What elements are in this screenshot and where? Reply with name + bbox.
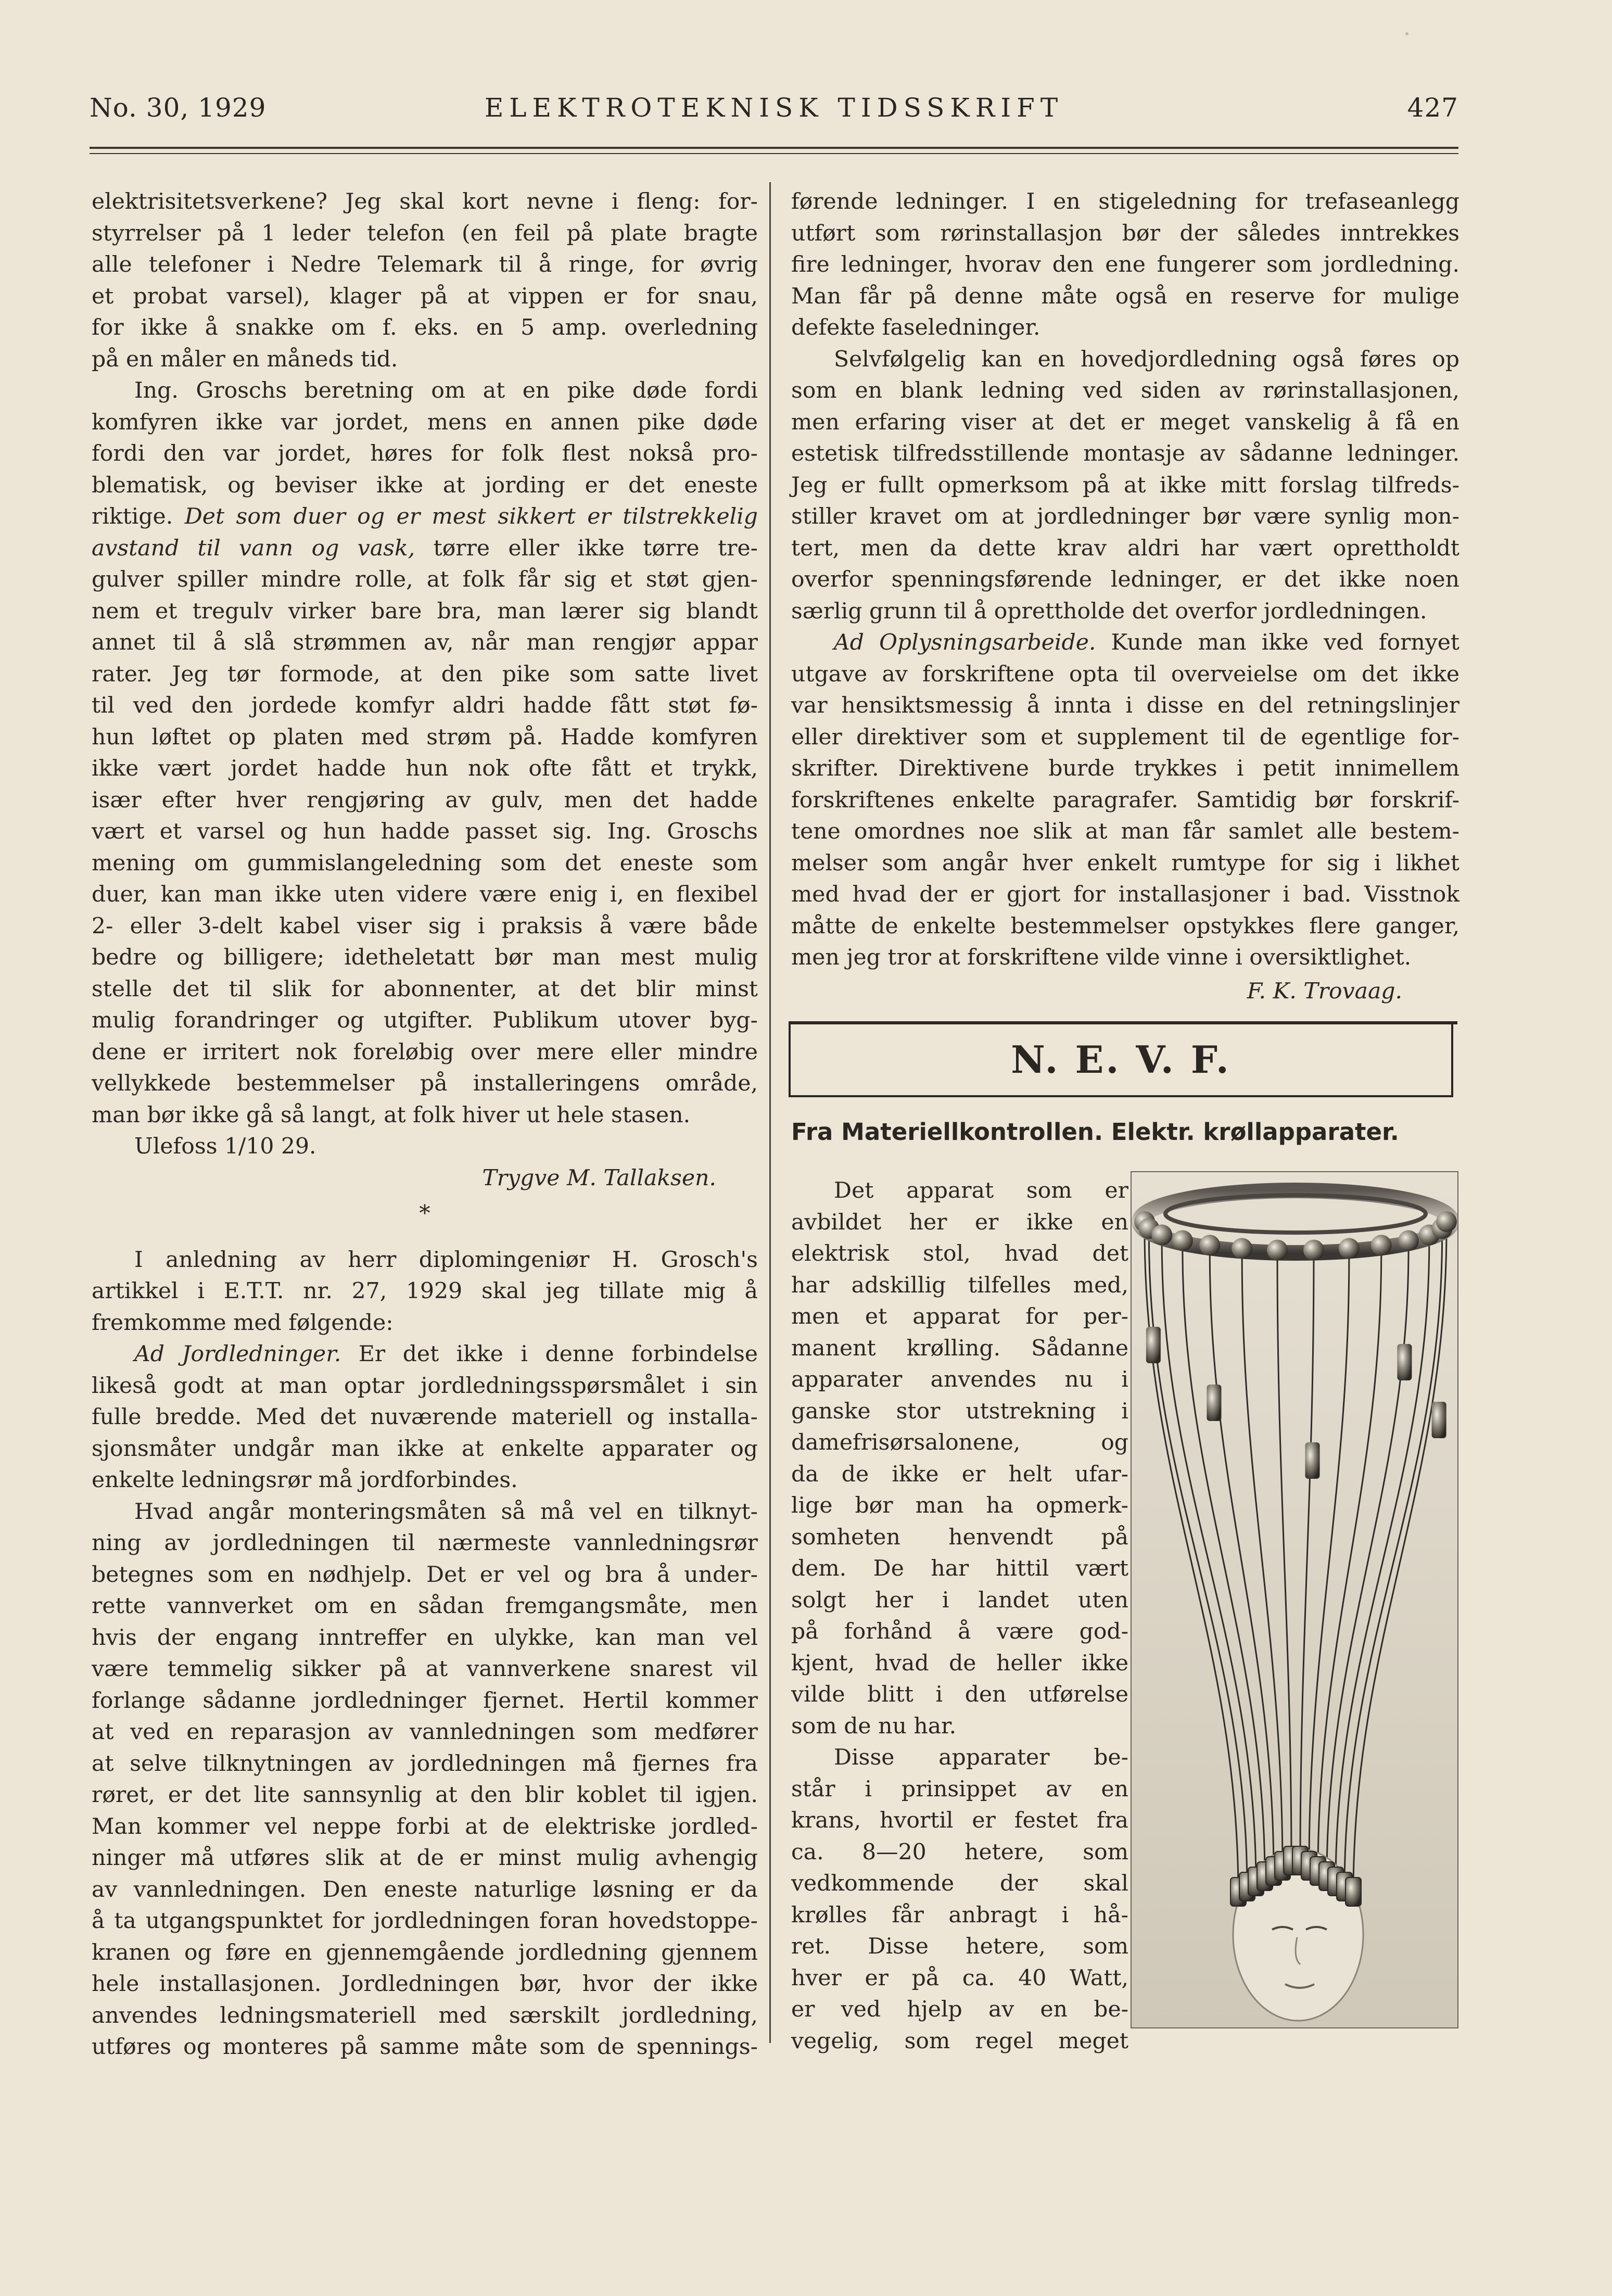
text-line: nem et tregulv virker bare bra, man lærer sig blandt (92, 598, 758, 624)
text-line: alle telefoner i Nedre Telemark til å ringe, for øvrig (92, 252, 758, 277)
text-line: vellykkede bestemmelser på installeringens område, (92, 1071, 758, 1096)
text-line: avbildet her er ikke en (791, 1209, 1128, 1235)
text-line: krølles får anbragt i hå- (791, 1902, 1128, 1928)
text-line: I anledning av herr diplomingeniør H. Grosch's (134, 1247, 758, 1273)
text-line: på en måler en måneds tid. (92, 346, 398, 372)
text-line: tert, men da dette krav aldri har vært oprettholdt (791, 535, 1459, 561)
text-line: være temmelig sikker på at vannverkene snarest vil (92, 1656, 758, 1682)
italic-heading: Ad Oplysningsarbeide. (834, 630, 1096, 655)
text-line: Hvad angår monteringsmåten så må vel en tilknyt- (134, 1499, 758, 1525)
text-line: styrrelser på 1 leder telefon (en feil på plate bragte (92, 220, 758, 246)
hanging-heater (1146, 1327, 1161, 1363)
text-line: Man kommer vel neppe forbi at de elektriske jordled- (92, 1813, 758, 1840)
text-line: førende ledninger. I en stigeledning for trefaseanlegg (791, 189, 1459, 214)
text-run: Er det ikke i denne forbindelse (341, 1341, 758, 1367)
crown-curler (1151, 1225, 1172, 1246)
text-line: på forhånd å være god- (791, 1619, 1128, 1644)
text-line: man bør ikke gå så langt, at folk hiver ut hele stasen. (92, 1102, 691, 1128)
text-line: enkelte ledningsrør må jordforbindes. (92, 1467, 518, 1493)
paragraph-lines (92, 375, 758, 501)
text-line: er ved hjelp av en be- (791, 1997, 1128, 2022)
text-line: stiller kravet om at jordledninger bør være synlig mon- (791, 504, 1459, 529)
nevf-heading: N. E. V. F. (1011, 1037, 1231, 1082)
hanging-heater (1432, 1402, 1446, 1438)
text-line: skrifter. Direktivene burde trykkes i petit innimellem (791, 756, 1459, 781)
text-line: anvendes ledningsmateriell med særskilt jordledning, (92, 2002, 758, 2028)
text-line: Det apparat som er (834, 1178, 1128, 1203)
text-line: for ikke å snakke om f. eks. en 5 amp. overledning (92, 315, 758, 340)
nevf-box (789, 1021, 1453, 1097)
hanging-heater (1397, 1344, 1412, 1380)
text-line: annet til å slå strømmen av, når man rengjør appar (92, 630, 758, 655)
letter-paragraph-4 (92, 1371, 758, 1496)
text-line: melser som angår hver enkelt rumtype for sig i likhet (791, 850, 1459, 876)
letter-paragraph-2 (92, 375, 758, 1131)
italic-heading: Ad Jordledninger. (134, 1341, 341, 1367)
text-line: ning av jordledningen til nærmeste vannledningsrør (92, 1530, 758, 1556)
text-line: 2- eller 3-delt kabel viser sig i praksis å være både (92, 913, 758, 939)
text-line: dene er irritert nok foreløbig over mere eller mindre (92, 1039, 758, 1065)
text-line: røret, er det lite sannsynlig at den blir koblet til igjen. (92, 1782, 758, 1808)
text-line: estetisk tilfredsstillende montasje av sådanne ledninger. (791, 441, 1459, 466)
text-line: å ta utgangspunktet for jordledningen foran hovedstoppe- (92, 1908, 758, 1934)
text-line: Jeg er fullt opmerksom på at ikke mitt forslag tilfreds- (791, 472, 1459, 498)
text-run: tørre eller ikke tørre tre- (415, 535, 758, 561)
text-line: står i prinsippet av en (791, 1776, 1128, 1802)
header-rule-thin (90, 153, 1458, 154)
text-line: ganske stor utstrekning i (791, 1398, 1128, 1424)
text-line: forlange sådanne jordledninger fjernet. Hertil kommer (92, 1688, 758, 1714)
crown-curler (1339, 1238, 1360, 1259)
letter-paragraph-7 (791, 344, 1459, 628)
text-line: som en blank ledning ved siden av rørinstallasjonen, (791, 378, 1459, 403)
crown-curler (1436, 1211, 1457, 1232)
text-line: damefrisørsalonene, og (791, 1430, 1128, 1455)
text-line: vært et varsel og hun hadde passet sig. Ing. Groschs (92, 819, 758, 844)
text-line: forskriftenes enkelte paragrafer. Samtidig bør forskrif- (791, 787, 1459, 813)
text-line: da de ikke er helt ufar- (791, 1461, 1128, 1487)
hanging-heater (1207, 1385, 1221, 1421)
text-line: vedkommende der skal (791, 1871, 1128, 1896)
text-line: hun løftet op platen med strøm på. Hadde komfyren (92, 724, 758, 750)
text-line: men erfaring viser at det er meget vanskelig å få en (791, 409, 1459, 435)
text-line: at ved en reparasjon av vannledningen som medfører (92, 1719, 758, 1745)
text-line: sjonsmåter undgår man ikke at enkelte apparater og (92, 1436, 758, 1462)
text-line: solgt her i landet uten (791, 1587, 1128, 1613)
paragraph-lines (92, 564, 758, 1131)
text-line: hvis der engang inntreffer en ulykke, kan man vel (92, 1625, 758, 1651)
text-line: likeså godt at man optar jordledningsspørsmålet i sin (92, 1373, 758, 1399)
text-line: dem. De har hittil vært (791, 1556, 1128, 1581)
text-line: måtte de enkelte bestemmelser opstykkes flere ganger, (791, 913, 1459, 939)
section-title: Fra Materiellkontrollen. Elektr. krøllapparater. (791, 1118, 1399, 1146)
letter-paragraph-3 (92, 1245, 758, 1339)
text-line: manent krølling. Sådanne (791, 1335, 1128, 1361)
heading-line-oplysningsarbeide (791, 627, 1459, 659)
text-line: defekte faseledninger. (791, 315, 1040, 340)
text-line: vilde blitt i den utførelse (791, 1682, 1128, 1707)
text-line: utføres og monteres på samme måte som de spennings- (92, 2034, 758, 2060)
text-line: at selve tilknytningen av jordledningen må fjernes fra (92, 1750, 758, 1777)
text-line: men jeg tror at forskriftene vilde vinne i oversiktlighet. (791, 945, 1412, 970)
subsection-column (791, 1175, 1128, 2057)
letter-paragraph-1 (92, 186, 758, 375)
column-separator (769, 182, 771, 2043)
text-line: kjent, hvad de heller ikke (791, 1650, 1128, 1676)
text-line: fordi den var jordet, høres for folk flest nokså pro- (92, 441, 758, 466)
text-line: rater. Jeg tør formode, at den pike som satte livet (92, 661, 758, 687)
text-line: somheten henvendt på (791, 1524, 1128, 1550)
signature-tallaksen: Trygve M. Tallaksen. (482, 1165, 716, 1191)
text-line: fire ledninger, hvorav den ene fungerer som jordledning. (791, 252, 1459, 277)
text-line: ca. 8—20 hetere, som (791, 1839, 1128, 1865)
mixed-line-1 (92, 501, 758, 533)
text-line: apparater anvendes nu i (791, 1367, 1128, 1392)
text-line: mening om gummislangeledning som det eneste som (92, 850, 758, 876)
text-line: utført som rørinstallasjon bør der således inntrekkes (791, 220, 1459, 246)
crown-curler (1371, 1235, 1392, 1255)
section-asterisk: * (419, 1201, 430, 1226)
page-number: 427 (1407, 93, 1458, 123)
mixed-line-2 (92, 533, 758, 565)
text-line: krans, hvortil er festet fra (791, 1808, 1128, 1833)
left-column (92, 186, 758, 2063)
text-line: Ing. Groschs beretning om at en pike døde fordi (134, 378, 758, 403)
text-line: av vannledningen. Den eneste naturlige løsning er da (92, 1876, 758, 1902)
crown-curler (1303, 1240, 1324, 1261)
text-line: har adskillig tilfelles med, (791, 1272, 1128, 1298)
text-line: men et apparat for per- (791, 1304, 1128, 1329)
text-line: Man får på denne måte også en reserve for mulige (791, 283, 1459, 309)
text-line: et probat varsel), klager på at vippen er for snau, (92, 283, 758, 309)
text-line: artikkel i E.T.T. nr. 27, 1929 skal jeg tillate mig å (92, 1278, 758, 1304)
letter-paragraph-5 (92, 1496, 758, 2063)
crown-curler (1199, 1235, 1220, 1255)
text-line: vegelig, som regel meget (791, 2028, 1128, 2054)
italic-run: avstand til vann og vask, (92, 535, 415, 561)
text-line: elektrisk stol, hvad det (791, 1241, 1128, 1266)
heading-line-jordledninger (92, 1339, 758, 1371)
letter-paragraph-8 (791, 659, 1459, 974)
text-line: bedre og billigere; idetheletatt bør man mest mulig (92, 945, 758, 970)
text-run: riktige. (92, 504, 185, 529)
text-line: ret. Disse hetere, som (791, 1934, 1128, 1959)
perm-apparatus-photo (1131, 1171, 1458, 2028)
text-line: elektrisitetsverkene? Jeg skal kort nevne i fleng: for- (92, 189, 758, 214)
scan-speck (1405, 32, 1408, 35)
text-line: overfor spenningsførende ledninger, er det ikke noen (791, 567, 1459, 592)
crown-curler (1172, 1230, 1193, 1251)
text-line: ninger må utføres slik at de er minst mulig avhengig (92, 1845, 758, 1871)
text-line: lige bør man ha opmerk- (791, 1493, 1128, 1518)
text-line: særlig grunn til å oprettholde det overfor jordledningen. (791, 598, 1427, 624)
right-column (791, 186, 1459, 1007)
text-line: gulver spiller mindre rolle, at folk får sig et støt gjen- (92, 567, 758, 592)
text-line: Selvfølgelig kan en hovedjordledning også føres op (834, 346, 1459, 372)
dateline: Ulefoss 1/10 29. (134, 1134, 316, 1159)
text-line: som de nu har. (791, 1713, 957, 1739)
issue-number: No. 30, 1929 (90, 93, 266, 123)
head-curler (1346, 1878, 1361, 1906)
letter-paragraph-6 (791, 186, 1459, 344)
signature-trovaag: F. K. Trovaag. (1247, 978, 1402, 1004)
text-line: stelle det til slik for abonnenter, at det blir minst (92, 976, 758, 1002)
text-line: kranen og føre en gjennemgående jordledning gjennem (92, 1939, 758, 1965)
text-line: hver er på ca. 40 Watt, (791, 1965, 1128, 1991)
text-line: især efter hver rengjøring av gulv, men det hadde (92, 787, 758, 813)
text-line: komfyren ikke var jordet, mens en annen pike døde (92, 409, 758, 435)
text-line: med hvad der er gjort for installasjoner i bad. Visstnok (791, 882, 1459, 907)
text-line: blematisk, og beviser ikke at jording er det eneste (92, 472, 758, 498)
journal-title: ELEKTROTEKNISK TIDSSKRIFT (484, 93, 1064, 123)
text-run: Kunde man ikke ved fornyet (1096, 630, 1459, 655)
text-line: fulle bredde. Med det nuværende materiell og installa- (92, 1404, 758, 1430)
perm-apparatus-illustration (1132, 1172, 1457, 2027)
sub-paragraph-1 (791, 1175, 1128, 1742)
text-line: mulig forandringer og utgifter. Publikum utover byg- (92, 1008, 758, 1033)
sub-paragraph-2 (791, 1742, 1128, 2057)
text-line: hele installasjonen. Jordledningen bør, hvor der ikke (92, 1971, 758, 1997)
hanging-heater (1305, 1442, 1320, 1479)
crown-curler (1267, 1240, 1288, 1261)
text-line: ikke vært jordet hadde hun nok ofte fått et trykk, (92, 756, 758, 781)
text-line: fremkomme med følgende: (92, 1310, 394, 1336)
text-line: Disse apparater be- (834, 1745, 1128, 1770)
text-line: var hensiktsmessig å innta i disse en del retningslinjer (791, 693, 1459, 718)
page-header (90, 93, 1458, 129)
text-line: betegnes som en nødhjelp. Det er vel og bra å under- (92, 1562, 758, 1588)
text-line: rette vannverket om en sådan fremgangsmåte, men (92, 1593, 758, 1619)
crown-curler (1398, 1230, 1419, 1251)
text-line: tene omordnes noe slik at man får samlet alle bestem- (791, 819, 1459, 844)
text-line: eller direktiver som et supplement til de egentlige for- (791, 724, 1459, 750)
text-line: til ved den jordede komfyr aldri hadde fått støt fø- (92, 693, 758, 718)
text-line: duer, kan man ikke uten videre være enig i, en flexibel (92, 882, 758, 907)
italic-run: Det som duer og er mest sikkert er tilstrekkelig (184, 504, 758, 529)
header-rule-thick (90, 147, 1458, 149)
crown-curler (1232, 1238, 1252, 1259)
text-line: utgave av forskriftene opta til overveielse om det ikke (791, 661, 1459, 687)
